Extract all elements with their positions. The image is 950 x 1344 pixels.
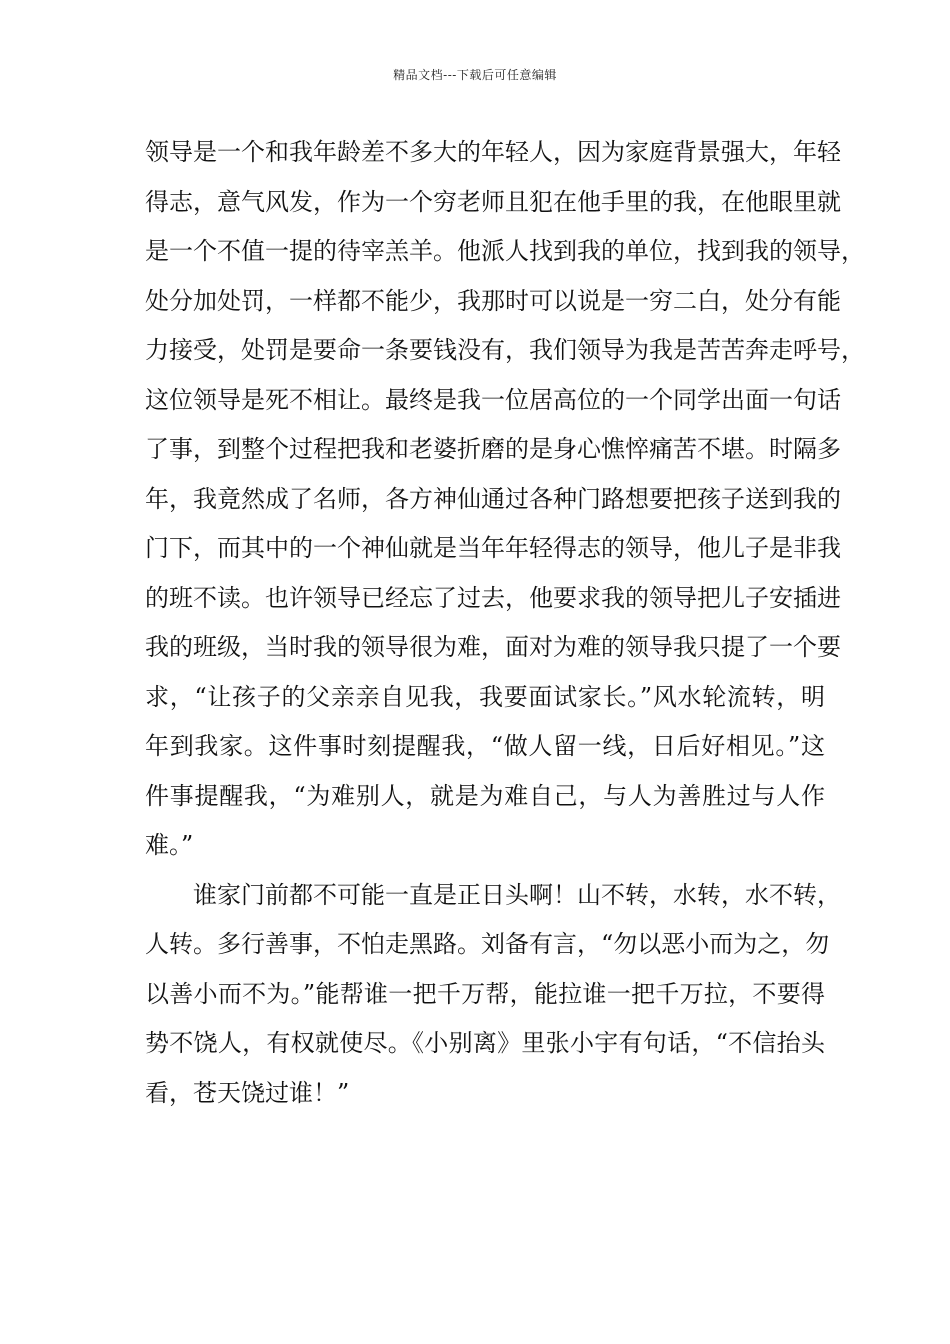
document-body xyxy=(145,131,865,1121)
paragraph-1-line: 处分加处罚，一样都不能少，我那时可以说是一穷二白，处分有能 xyxy=(145,286,841,315)
paragraph-1-line: 得志，意气风发，作为一个穷老师且犯在他手里的我，在他眼里就 xyxy=(145,187,841,216)
paragraph-2-line: 人转。多行善事，不怕走黑路。刘备有言，“勿以恶小而为之，勿 xyxy=(145,930,830,958)
paragraph-1-line: 门下，而其中的一个神仙就是当年年轻得志的领导，他儿子是非我 xyxy=(145,534,841,562)
paragraph-1-line: 的班不读。也许领导已经忘了过去，他要求我的领导把儿子安插进 xyxy=(145,583,841,612)
paragraph-1-line: 求，“让孩子的父亲亲自见我，我要面试家长。”风水轮流转，明 xyxy=(145,682,825,711)
paragraph-1-line: 了事，到整个过程把我和老婆折磨的是身心憔悴痛苦不堪。时隔多 xyxy=(145,435,841,463)
paragraph-1-line: 是一个不值一提的待宰羔羊。他派人找到我的单位，找到我的领导， xyxy=(145,237,865,265)
page-header: 精品文档---下载后可任意编辑 xyxy=(393,68,557,82)
paragraph-1-line: 年到我家。这件事时刻提醒我，“做人留一线，日后好相见。”这 xyxy=(145,732,825,760)
paragraph-1-line: 难。” xyxy=(145,831,194,859)
paragraph-1-line: 件事提醒我，“为难别人，就是为难自己，与人为善胜过与人作 xyxy=(145,781,825,810)
paragraph-2-line: 谁家门前都不可能一直是正日头啊！山不转，水转，水不转， xyxy=(193,880,841,909)
paragraph-1-line: 力接受，处罚是要命一条要钱没有，我们领导为我是苦苦奔走呼号， xyxy=(145,336,865,364)
paragraph-1-line: 年，我竟然成了名师，各方神仙通过各种门路想要把孩子送到我的 xyxy=(145,484,841,513)
paragraph-1-line: 领导是一个和我年龄差不多大的年轻人，因为家庭背景强大，年轻 xyxy=(145,138,841,166)
paragraph-2-line: 势不饶人，有权就使尽。《小别离》里张小宇有句话，“不信抬头 xyxy=(145,1029,825,1057)
paragraph-2-line: 以善小而不为。”能帮谁一把千万帮，能拉谁一把千万拉，不要得 xyxy=(145,979,825,1008)
paragraph-1-line: 我的班级，当时我的领导很为难，面对为难的领导我只提了一个要 xyxy=(145,633,841,661)
paragraph-2-line: 看，苍天饶过谁！” xyxy=(145,1078,350,1107)
paragraph-1-line: 这位领导是死不相让。最终是我一位居高位的一个同学出面一句话 xyxy=(145,385,841,414)
